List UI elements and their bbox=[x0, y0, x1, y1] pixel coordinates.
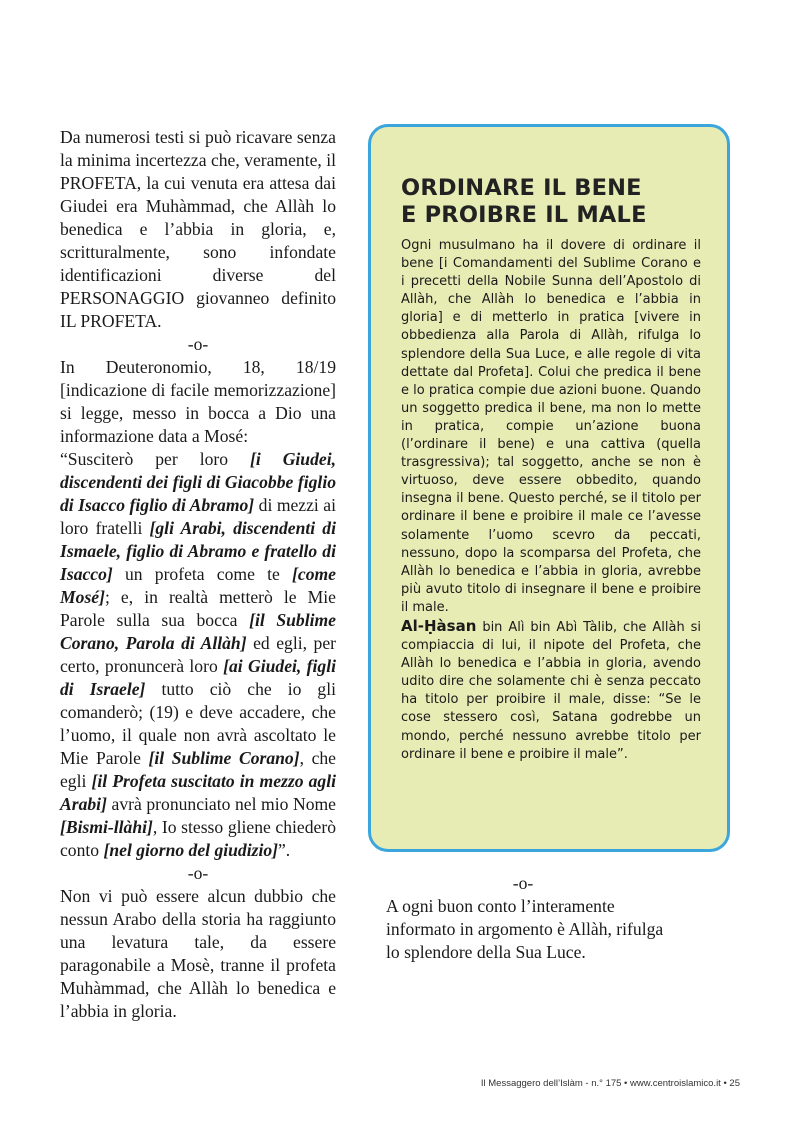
closing-paragraph: Non vi può essere alcun dubbio che nessun Arabo della storia ha raggiunto una levatura tale, da essere paragonabile a Mosè, tranne il profeta Muhàmmad, che Allàh lo benedica e l’abbia in gloria. bbox=[60, 886, 336, 1021]
deuteronomy-paragraph: In Deuteronomio, 18, 18/19 [indicazione di facile memorizzazione] si legge, messo in bocca a Dio una informazione data a Mosé: bbox=[60, 357, 336, 446]
gloss: [nel giorno del giudizio] bbox=[103, 840, 278, 860]
sidebar-body bbox=[401, 237, 701, 764]
left-column bbox=[60, 126, 336, 1023]
sidebar-title: ORDINARE IL BENE E PROIBRE IL MALE bbox=[401, 175, 647, 228]
intro-paragraph: Da numerosi testi si può ricavare senza la minima incertezza che, veramente, il PROFETA, la cui venuta era attesa dai Giudei era Muhàmmad, che Allàh lo benedica e l’abbia in gloria, e, scritturalmente, sono infondate identificazioni diverse del PERSONAGGIO giovanneo definito IL PROFETA. bbox=[60, 127, 336, 331]
separator: -o- bbox=[187, 863, 209, 883]
quotation-paragraph: “Susciterò per loro [i Giudei, discendenti dei figli di Giacobbe figlio di Isacco figlio di Abramo] di mezzi ai loro fratelli [gli Arabi, discendenti di Ismaele, figlio di Abramo e fratello di Isacco] un profeta come te [come Mosé]; e, in realtà metterò le Mie Parole sulla sua bocca [il Sublime Corano, Parola di Allàh] ed egli, per certo, pronuncerà loro [ai Giudei, figli di Israele] tutto ciò che io gli comanderò; (19) e deve accadere, che l’uomo, il quale non avrà ascoltato le Mie Parole [il Sublime Corano], che egli [il Profeta suscitato in mezzo agli Arabi] avrà pronunciato nel mio Nome [Bismi-llàhi], Io stesso gliene chiederò conto [nel giorno del giudizio]”. bbox=[60, 449, 336, 860]
page-footer: Il Messaggero dell’Islàm - n.° 175 • www.centroislamico.it • 25 bbox=[480, 1078, 740, 1089]
gloss: [il Sublime Corano] bbox=[148, 748, 300, 768]
sidebar-paragraph: Al-Ḥàsan bin Alì bin Abì Tàlib, che Allàh si compiaccia di lui, il nipote del Profeta, che Allàh lo benedica e l’abbia in gloria, avendo udito dire che solamente chi è senza peccato ha titolo per proibire il male, disse: “Se le cose stessero così, Satana godrebbe un mondo, perché nessuno avrebbe titolo per ordinare il bene e proibire il male”. bbox=[401, 616, 701, 762]
gloss: [i Giudei, discendenti dei figli di Giacobbe figlio di Isacco figlio di Abramo] bbox=[60, 449, 336, 515]
gloss: [gli Arabi, discendenti di Ismaele, figlio di Abramo e fratello di Isacco] bbox=[60, 518, 336, 584]
gloss: [il Profeta suscitato in mezzo agli Arabi] bbox=[60, 771, 336, 814]
gloss: [ai Giudei, figli di Israele] bbox=[60, 656, 336, 699]
separator: -o- bbox=[512, 873, 534, 893]
right-column bbox=[378, 872, 668, 964]
final-paragraph: A ogni buon conto l’interamente informato in argomento è Allàh, rifulga lo splendore della Sua Luce. bbox=[386, 896, 664, 962]
gloss: [il Sublime Corano, Parola di Allàh] bbox=[60, 610, 336, 653]
sidebar-box bbox=[368, 124, 730, 852]
gloss: [Bismi-llàhi] bbox=[60, 817, 153, 837]
sidebar-paragraph: Ogni musulmano ha il dovere di ordinare il bene [i Comandamenti del Sublime Corano e i precetti della Nobile Sunna dell’Apostolo di Allàh, che Allàh lo benedica e l’abbia in gloria] e di metterlo in pratica [vivere in obbedienza alla Parola di Allàh, rifulga lo splendore della Sua Luce, e alle regole di vita dettate dal Profeta]. Colui che predica il bene e lo pratica compie due azioni buone. Quando un soggetto predica il bene, ma non lo mette in pratica, compie un’azione buona (l’ordinare il bene) e una cattiva (quella trasgressiva); tal soggetto, anche se non è virtuoso, deve essere obbedito, quando insegna il bene. Questo perché, se il titolo per ordinare il bene e proibire il male ce l’avesse solamente l’uomo scevro da peccati, nessuno, dopo la scomparsa del Profeta, che Allàh lo benedica e l’abbia in gloria, avrebbe più avuto titolo di insegnare il bene e proibire il male. bbox=[401, 238, 702, 615]
separator: -o- bbox=[187, 334, 209, 354]
gloss: [come Mosé] bbox=[60, 564, 336, 607]
highlighted-name: Al-Ḥàsan bbox=[401, 616, 477, 635]
